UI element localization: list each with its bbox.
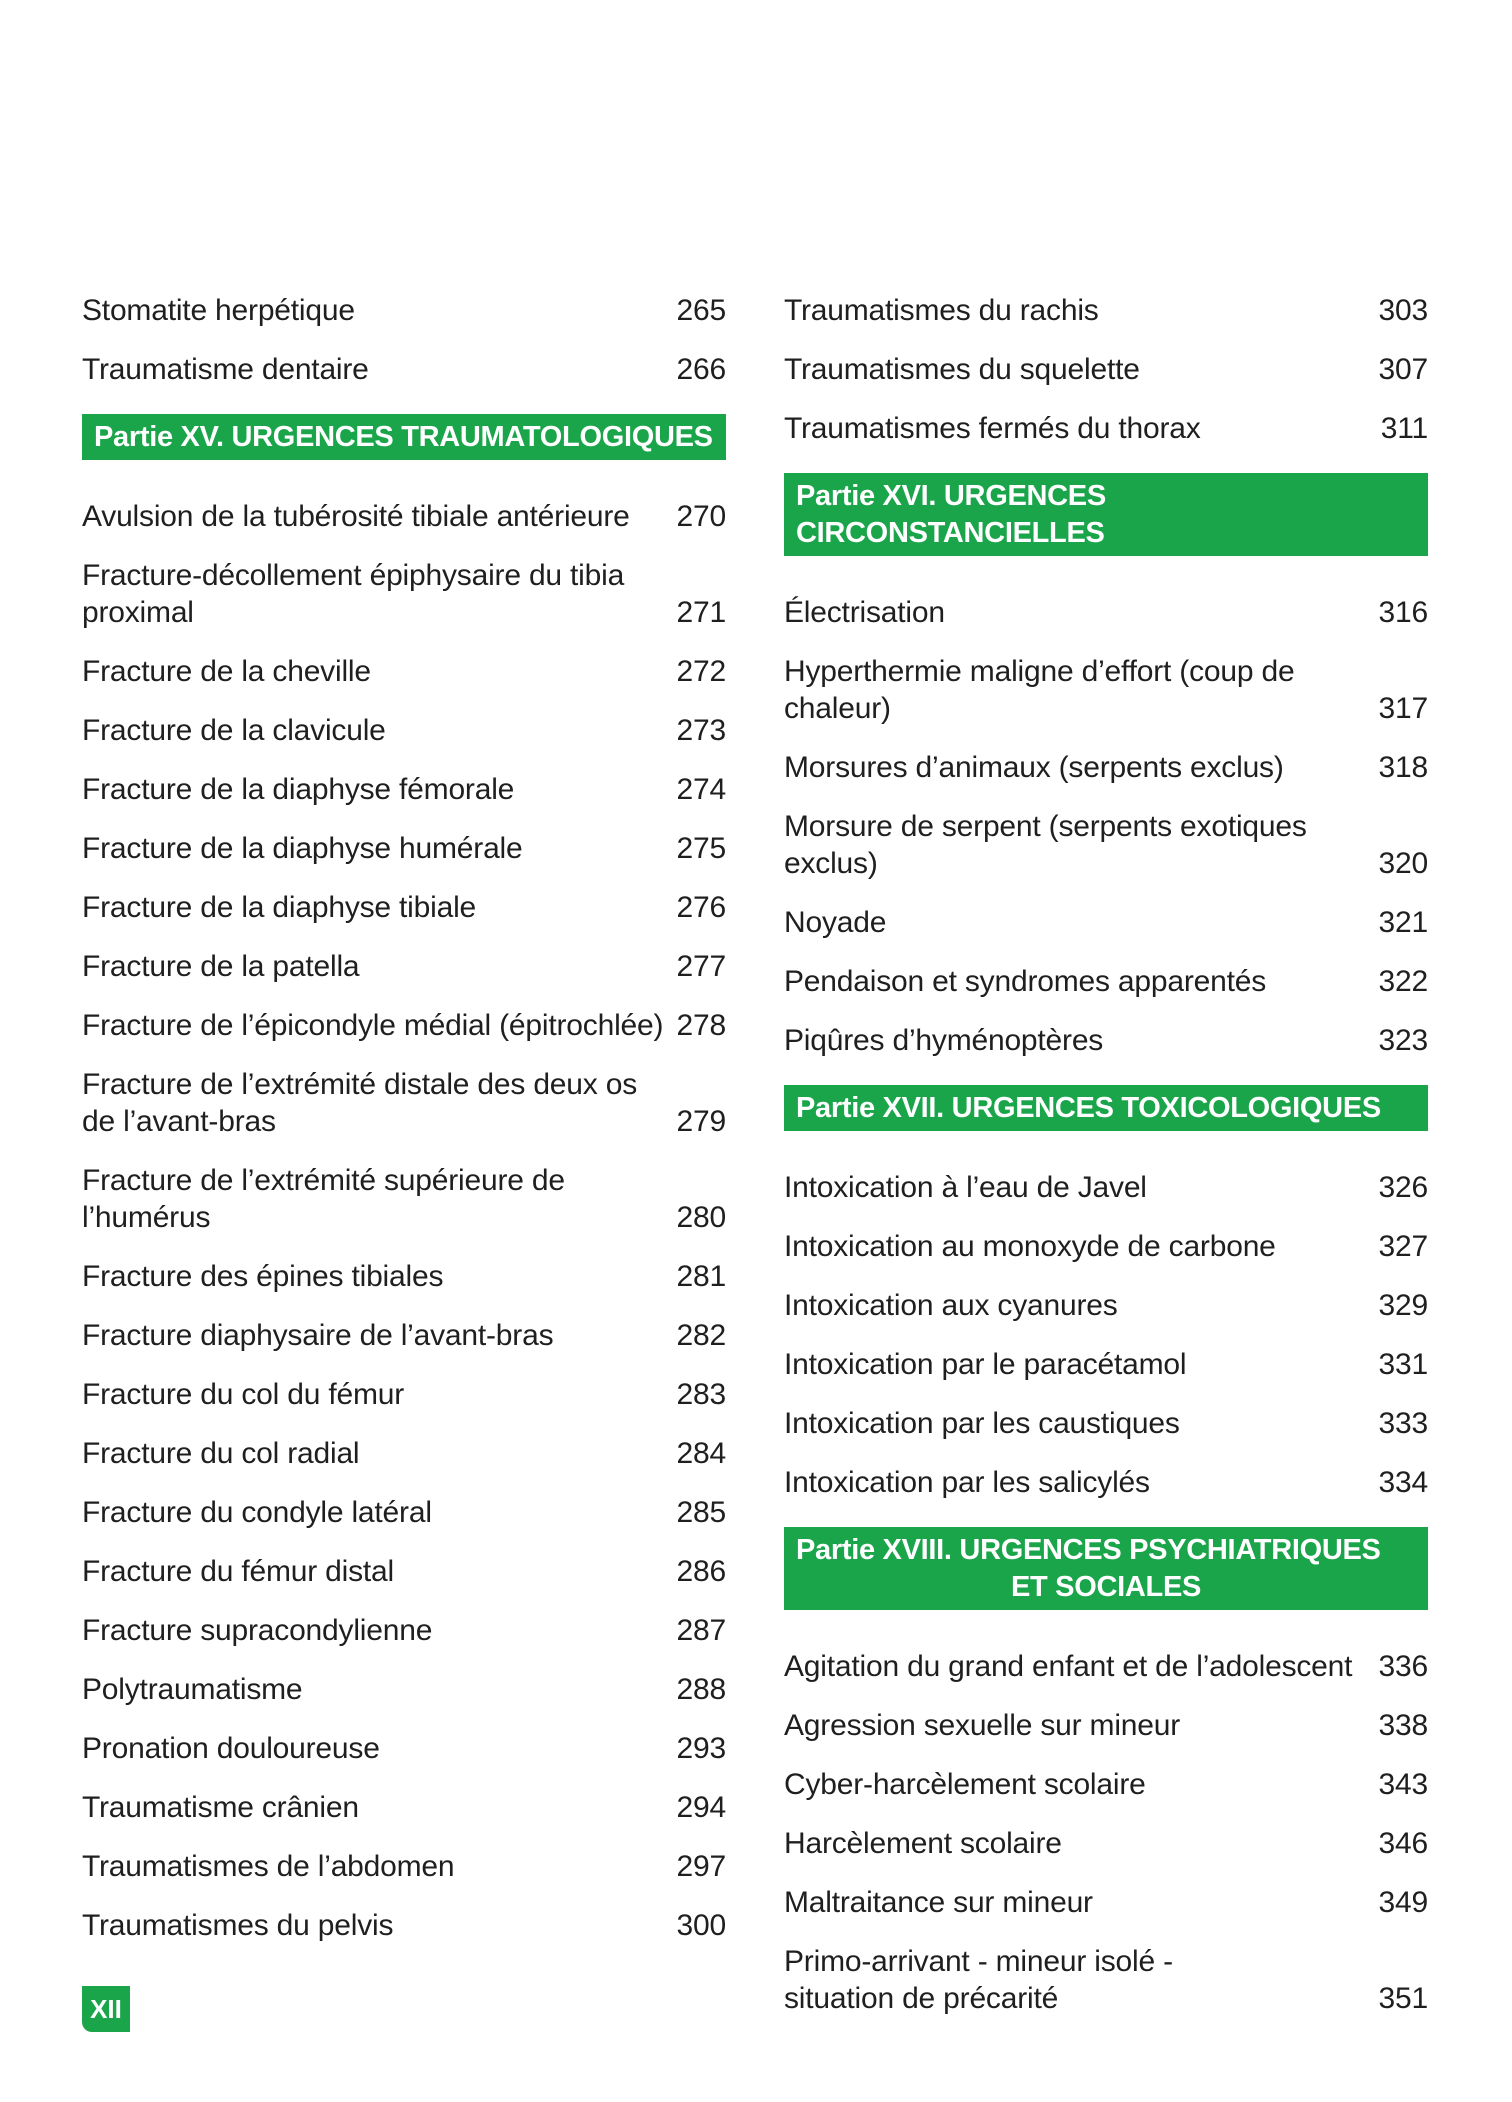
toc-entry: [82, 351, 726, 388]
toc-entry-title: Agression sexuelle sur mineur: [784, 1709, 1181, 1742]
toc-entry-title: Traumatismes du squelette: [784, 353, 1140, 386]
toc-entry-page: 326: [1378, 1171, 1428, 1204]
toc-entry: [784, 292, 1428, 329]
toc-entry-title: Fracture de la diaphyse tibiale: [82, 891, 477, 924]
toc-entry: [784, 653, 1428, 727]
toc-entry-title: Intoxication à l’eau de Javel: [784, 1171, 1147, 1204]
toc-entry-title: Polytraumatisme: [82, 1673, 303, 1706]
toc-entry: [82, 1066, 726, 1140]
toc-entry: [82, 557, 726, 631]
toc-entry: [784, 1884, 1428, 1921]
toc-entry-title: Traumatisme crânien: [82, 1791, 359, 1824]
toc-entry-page: 277: [676, 950, 726, 983]
toc-entry: [82, 1848, 726, 1885]
part-header-xv: Partie XV. URGENCES TRAUMATOLOGIQUES: [82, 414, 726, 460]
toc-entry-page: 331: [1378, 1348, 1428, 1381]
toc-entry-page: 282: [676, 1319, 726, 1352]
toc-entry: [784, 1169, 1428, 1206]
toc-entry-page: 266: [676, 353, 726, 386]
toc-entry: [784, 1766, 1428, 1803]
toc-entry-title: Morsure de serpent (serpents exotiques exclus): [784, 810, 1307, 880]
toc-entry-page: 278: [676, 1009, 726, 1042]
toc-entry: [82, 889, 726, 926]
toc-entry-title: Morsures d’animaux (serpents exclus): [784, 751, 1284, 784]
toc-group: [784, 1648, 1428, 2017]
toc-entry-page: 283: [676, 1378, 726, 1411]
toc-entry: [82, 1376, 726, 1413]
toc-entry-title: Cyber-harcèlement scolaire: [784, 1768, 1146, 1801]
toc-entry-page: 272: [676, 655, 726, 688]
toc-entry-title: Fracture du condyle latéral: [82, 1496, 432, 1529]
toc-entry-title: Fracture des épines tibiales: [82, 1260, 444, 1293]
toc-entry-page: 322: [1378, 965, 1428, 998]
toc-entry-page: 293: [676, 1732, 726, 1765]
toc-entry-page: 280: [676, 1201, 726, 1234]
page-number-badge: XII: [82, 1986, 130, 2032]
toc-entry-page: 279: [676, 1105, 726, 1138]
toc-entry-page: 343: [1378, 1768, 1428, 1801]
toc-entry-title: Traumatismes du rachis: [784, 294, 1099, 327]
toc-entry-title: Traumatismes de l’abdomen: [82, 1850, 455, 1883]
toc-entry-page: 346: [1378, 1827, 1428, 1860]
toc-entry-title: Intoxication par les salicylés: [784, 1466, 1150, 1499]
toc-entry: [82, 948, 726, 985]
toc-entry-page: 334: [1378, 1466, 1428, 1499]
toc-entry-title: Hyperthermie maligne d’effort (coup de chaleur): [784, 655, 1295, 725]
toc-entry-page: 329: [1378, 1289, 1428, 1322]
toc-entry: [784, 749, 1428, 786]
toc-entry: [82, 1671, 726, 1708]
toc-entry-title: Maltraitance sur mineur: [784, 1886, 1093, 1919]
toc-entry-page: 333: [1378, 1407, 1428, 1440]
toc-entry-page: 288: [676, 1673, 726, 1706]
toc-entry-page: 276: [676, 891, 726, 924]
toc-entry-title: Harcèlement scolaire: [784, 1827, 1062, 1860]
toc-group: [82, 292, 726, 388]
toc-entry-title: Fracture de la patella: [82, 950, 360, 983]
toc-entry: [82, 1553, 726, 1590]
toc-entry-page: 294: [676, 1791, 726, 1824]
toc-entry-title: Traumatismes du pelvis: [82, 1909, 394, 1942]
toc-entry: [82, 771, 726, 808]
toc-entry: [82, 712, 726, 749]
toc-entry: [784, 351, 1428, 388]
toc-entry-page: 316: [1378, 596, 1428, 629]
toc-group: [784, 292, 1428, 447]
part-header-xviii-line2: ET SOCIALES: [1010, 1571, 1202, 1603]
toc-group: [784, 1169, 1428, 1501]
toc-entry: [784, 1707, 1428, 1744]
toc-entry-title: Intoxication au monoxyde de carbone: [784, 1230, 1276, 1263]
toc-entry: [82, 1435, 726, 1472]
toc-entry: [784, 1287, 1428, 1324]
toc-entry-page: 281: [676, 1260, 726, 1293]
toc-entry: [784, 1022, 1428, 1059]
toc-entry-page: 336: [1378, 1650, 1428, 1683]
toc-group: [82, 498, 726, 1944]
toc-entry-page: 323: [1378, 1024, 1428, 1057]
toc-entry-page: 265: [676, 294, 726, 327]
toc-entry: [82, 498, 726, 535]
toc-entry-page: 320: [1378, 847, 1428, 880]
toc-entry-title: Fracture du fémur distal: [82, 1555, 394, 1588]
toc-entry-title: Fracture diaphysaire de l’avant-bras: [82, 1319, 554, 1352]
part-header-xviii: [784, 1527, 1428, 1610]
toc-entry-title: Fracture de l’extrémité distale des deux os de l’avant-bras: [82, 1068, 637, 1138]
toc-entry: [784, 1405, 1428, 1442]
toc-entry-title: Traumatisme dentaire: [82, 353, 369, 386]
toc-entry-title: Fracture de la clavicule: [82, 714, 386, 747]
toc-entry: [82, 1907, 726, 1944]
toc-entry-page: 285: [676, 1496, 726, 1529]
toc-entry-title: Fracture du col radial: [82, 1437, 360, 1470]
part-header-xvii: Partie XVII. URGENCES TOXICOLOGIQUES: [784, 1085, 1428, 1131]
toc-entry-page: 307: [1378, 353, 1428, 386]
toc-entry-title: Stomatite herpétique: [82, 294, 355, 327]
toc-entry: [82, 1730, 726, 1767]
toc-entry: [82, 653, 726, 690]
toc-entry-page: 284: [676, 1437, 726, 1470]
toc-entry: [784, 808, 1428, 882]
toc-entry: [784, 1464, 1428, 1501]
toc-entry: [784, 1825, 1428, 1862]
toc-entry: [784, 1648, 1428, 1685]
toc-entry: [784, 594, 1428, 631]
toc-entry: [82, 1612, 726, 1649]
toc-entry: [82, 292, 726, 329]
toc-entry-title: Fracture-décollement épiphysaire du tibia proximal: [82, 559, 625, 629]
toc-entry-title: Pronation douloureuse: [82, 1732, 380, 1765]
toc-entry-title: Agitation du grand enfant et de l’adolescent: [784, 1650, 1353, 1683]
toc-entry-page: 286: [676, 1555, 726, 1588]
toc-entry-page: 311: [1380, 412, 1428, 445]
toc-entry: [82, 1258, 726, 1295]
toc-entry-title: Avulsion de la tubérosité tibiale antérieure: [82, 500, 630, 533]
toc-entry-page: 270: [676, 500, 726, 533]
toc-entry-page: 300: [676, 1909, 726, 1942]
toc-entry: [784, 1943, 1428, 2017]
toc-entry: [82, 1007, 726, 1044]
toc-entry-page: 275: [676, 832, 726, 865]
toc-entry-title: Intoxication aux cyanures: [784, 1289, 1118, 1322]
toc-entry-page: 297: [676, 1850, 726, 1883]
toc-entry-page: 338: [1378, 1709, 1428, 1742]
toc-entry-title: Intoxication par les caustiques: [784, 1407, 1180, 1440]
toc-entry-page: 349: [1378, 1886, 1428, 1919]
toc-entry-page: 287: [676, 1614, 726, 1647]
toc-column-right: [784, 292, 1428, 2039]
toc-entry-page: 318: [1378, 751, 1428, 784]
toc-entry-page: 274: [676, 773, 726, 806]
toc-entry-page: 303: [1378, 294, 1428, 327]
toc-entry-page: 273: [676, 714, 726, 747]
toc-entry: [82, 1162, 726, 1236]
toc-entry-title: Pendaison et syndromes apparentés: [784, 965, 1267, 998]
toc-entry: [82, 1494, 726, 1531]
toc-entry: [784, 410, 1428, 447]
toc-entry: [82, 1789, 726, 1826]
toc-entry-title: Primo-arrivant - mineur isolé - situation de précarité: [784, 1945, 1173, 2015]
toc-entry-page: 317: [1378, 692, 1428, 725]
toc-entry-page: 321: [1378, 906, 1428, 939]
toc-entry-title: Noyade: [784, 906, 887, 939]
toc-group: [784, 594, 1428, 1059]
toc-entry: [82, 1317, 726, 1354]
toc-entry: [784, 1346, 1428, 1383]
toc-entry-title: Traumatismes fermés du thorax: [784, 412, 1201, 445]
toc-entry-page: 351: [1378, 1982, 1428, 2015]
toc-entry-title: Électrisation: [784, 596, 945, 629]
toc-entry-title: Fracture du col du fémur: [82, 1378, 405, 1411]
toc-entry-title: Fracture de la diaphyse fémorale: [82, 773, 515, 806]
toc-entry-title: Fracture de la diaphyse humérale: [82, 832, 523, 865]
toc-entry-page: 271: [676, 596, 726, 629]
toc-entry-title: Fracture de l’épicondyle médial (épitrochlée): [82, 1009, 664, 1042]
toc-entry-title: Fracture de la cheville: [82, 655, 371, 688]
toc-column-left: [82, 292, 726, 1966]
toc-entry: [82, 830, 726, 867]
part-header-xviii-line1: Partie XVIII. URGENCES PSYCHIATRIQUES: [796, 1534, 1381, 1566]
toc-entry-page: 327: [1378, 1230, 1428, 1263]
toc-entry-title: Piqûres d’hyménoptères: [784, 1024, 1104, 1057]
toc-entry-title: Fracture supracondylienne: [82, 1614, 433, 1647]
toc-entry: [784, 904, 1428, 941]
toc-entry: [784, 963, 1428, 1000]
part-header-xvi: Partie XVI. URGENCES CIRCONSTANCIELLES: [784, 473, 1428, 556]
toc-entry-title: Intoxication par le paracétamol: [784, 1348, 1187, 1381]
toc-entry-title: Fracture de l’extrémité supérieure de l’humérus: [82, 1164, 565, 1234]
toc-entry: [784, 1228, 1428, 1265]
